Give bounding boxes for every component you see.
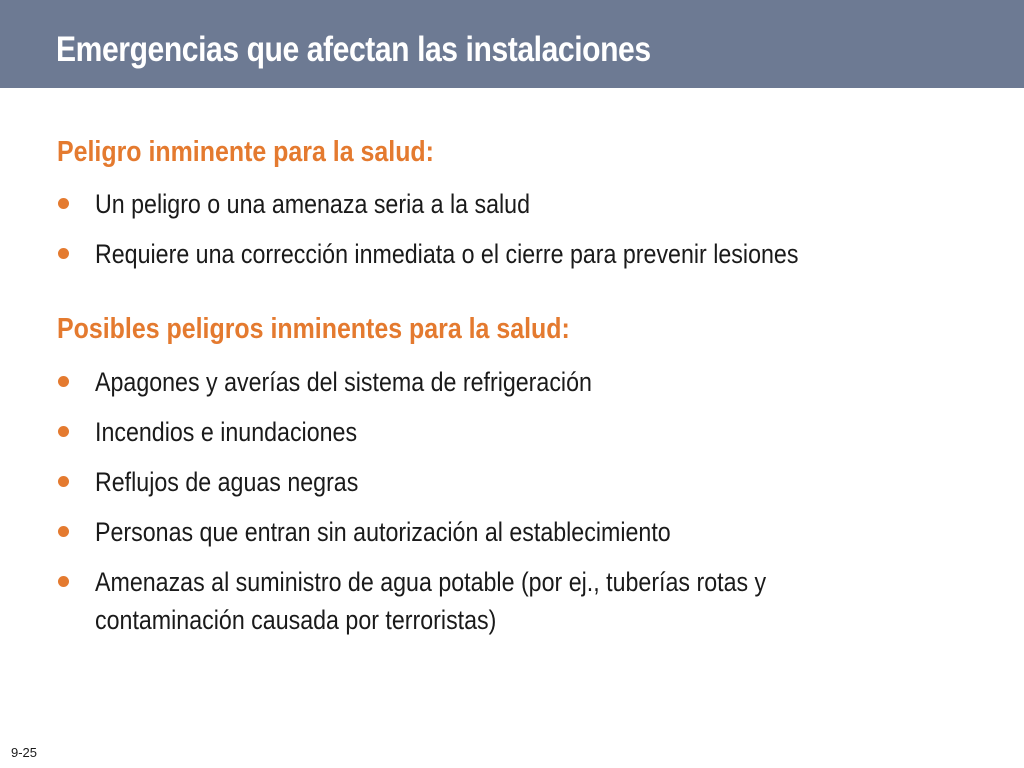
list-item-text: Reflujos de aguas negras <box>95 467 359 497</box>
list-item <box>57 463 955 501</box>
section-heading-imminent-hazard: Peligro inminente para la salud: <box>57 136 434 168</box>
list-item <box>57 185 913 223</box>
list-item <box>57 363 955 401</box>
list-item-text: Un peligro o una amenaza seria a la salud <box>95 189 531 219</box>
bullet-list-imminent-hazard <box>57 185 913 285</box>
list-item-text: Apagones y averías del sistema de refrigeración <box>95 367 592 397</box>
slide-title: Emergencias que afectan las instalaciones <box>56 30 651 69</box>
list-item <box>57 563 955 639</box>
list-item-text: Requiere una corrección inmediata o el cierre para prevenir lesiones <box>95 239 799 269</box>
bullet-icon <box>58 248 69 259</box>
bullet-list-possible-hazards <box>57 363 955 651</box>
list-item <box>57 235 913 273</box>
list-item-text: Incendios e inundaciones <box>95 417 358 447</box>
bullet-icon <box>58 198 69 209</box>
list-item-text: Personas que entran sin autorización al establecimiento <box>95 517 671 547</box>
title-bar <box>0 0 1024 88</box>
bullet-icon <box>58 476 69 487</box>
bullet-icon <box>58 526 69 537</box>
bullet-icon <box>58 376 69 387</box>
section-heading-possible-hazards: Posibles peligros inminentes para la salud: <box>57 313 570 345</box>
page-number: 9-25 <box>11 745 38 760</box>
list-item <box>57 513 955 551</box>
bullet-icon <box>58 426 69 437</box>
list-item-text: Amenazas al suministro de agua potable (por ej., tuberías rotas y contaminación causada por terroristas) <box>95 567 767 635</box>
bullet-icon <box>58 576 69 587</box>
list-item <box>57 413 955 451</box>
